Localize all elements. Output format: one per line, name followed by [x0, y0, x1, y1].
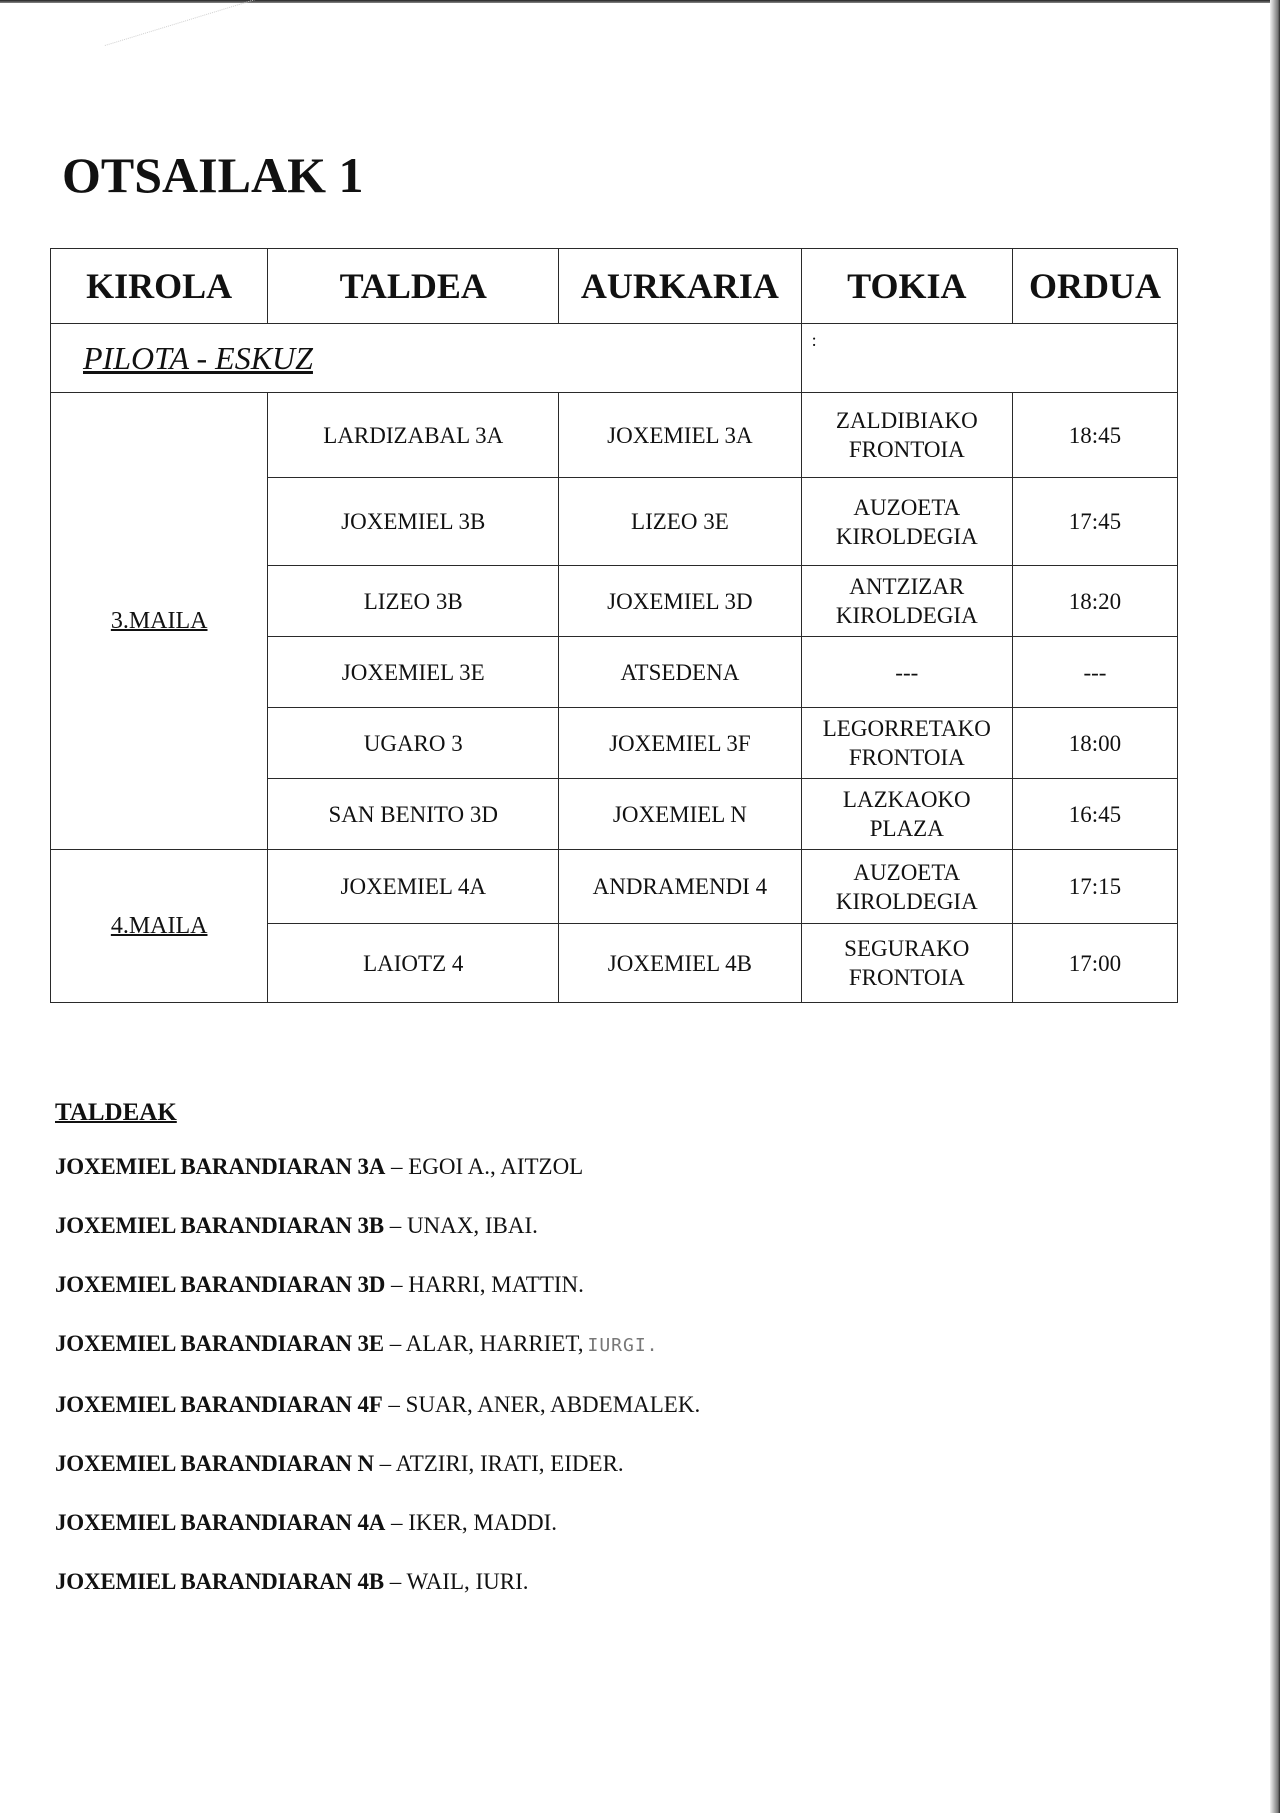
- teams-section: [55, 1097, 700, 1625]
- match-row: [51, 850, 1178, 924]
- location-line-2: KIROLDEGIA: [835, 603, 978, 628]
- location-line-2: FRONTOIA: [848, 437, 965, 462]
- header-taldea: TALDEA: [268, 249, 559, 324]
- team-name: JOXEMIEL BARANDIARAN 3D: [55, 1272, 386, 1297]
- team-cell: UGARO 3: [268, 708, 559, 779]
- location-cell: [801, 850, 1012, 924]
- sport-row: [51, 324, 1178, 393]
- team-name: JOXEMIEL BARANDIARAN 4B: [55, 1569, 384, 1594]
- team-separator: –: [385, 1272, 409, 1297]
- team-entry: [55, 1210, 700, 1242]
- team-entry: [55, 1389, 700, 1421]
- header-tokia: TOKIA: [801, 249, 1012, 324]
- team-cell: JOXEMIEL 3E: [268, 637, 559, 708]
- team-separator: –: [383, 1569, 407, 1594]
- table-header-row: [51, 249, 1178, 324]
- teams-list: [55, 1151, 700, 1598]
- team-members: ALAR, HARRIET,: [405, 1331, 584, 1356]
- team-separator: –: [385, 1154, 409, 1179]
- location-line-1: LAZKAOKO: [842, 787, 971, 812]
- location-cell: [801, 478, 1012, 566]
- handwritten-addition: IURGI.: [587, 1335, 659, 1356]
- level-label: 4.MAILA: [51, 850, 268, 1003]
- opponent-cell: JOXEMIEL 3D: [559, 566, 802, 637]
- header-kirola: KIROLA: [51, 249, 268, 324]
- team-members: IKER, MADDI.: [408, 1510, 558, 1535]
- location-cell: [801, 393, 1012, 478]
- team-entry: [55, 1566, 700, 1598]
- scan-right-edge: [1270, 0, 1280, 1813]
- team-entry: [55, 1448, 700, 1480]
- team-members: ATZIRI, IRATI, EIDER.: [395, 1451, 624, 1476]
- team-name: JOXEMIEL BARANDIARAN N: [55, 1451, 374, 1476]
- team-members: EGOI A., AITZOL: [408, 1154, 584, 1179]
- location-cell: [801, 566, 1012, 637]
- team-entry: [55, 1328, 700, 1362]
- team-name: JOXEMIEL BARANDIARAN 4A: [55, 1510, 386, 1535]
- team-cell: LAIOTZ 4: [268, 924, 559, 1003]
- teams-heading: TALDEAK: [55, 1099, 177, 1126]
- header-ordua: ORDUA: [1012, 249, 1177, 324]
- location-line-1: AUZOETA: [853, 494, 961, 520]
- location-line-2: FRONTOIA: [848, 745, 965, 770]
- team-name: JOXEMIEL BARANDIARAN 3B: [55, 1213, 384, 1238]
- time-cell: 17:00: [1012, 924, 1177, 1003]
- location-cell: [801, 924, 1012, 1003]
- location-cell: [801, 779, 1012, 850]
- team-members: WAIL, IURI.: [406, 1569, 529, 1594]
- header-aurkaria: AURKARIA: [559, 249, 802, 324]
- team-separator: –: [382, 1392, 406, 1417]
- location-line-2: KIROLDEGIA: [835, 523, 978, 549]
- level-label: 3.MAILA: [51, 393, 268, 850]
- opponent-cell: ANDRAMENDI 4: [559, 850, 802, 924]
- location-line-2: KIROLDEGIA: [835, 888, 978, 914]
- time-cell: ---: [1012, 637, 1177, 708]
- location-line-1: ZALDIBIAKO: [835, 408, 978, 433]
- team-name: JOXEMIEL BARANDIARAN 3E: [55, 1331, 384, 1356]
- team-cell: JOXEMIEL 3B: [268, 478, 559, 566]
- team-members: HARRI, MATTIN.: [408, 1272, 584, 1297]
- opponent-cell: JOXEMIEL 3F: [559, 708, 802, 779]
- location-line-1: AUZOETA: [853, 859, 961, 885]
- match-schedule-table: [50, 248, 1178, 1003]
- time-cell: 17:45: [1012, 478, 1177, 566]
- opponent-cell: JOXEMIEL N: [559, 779, 802, 850]
- team-separator: –: [383, 1331, 406, 1356]
- time-cell: 18:00: [1012, 708, 1177, 779]
- team-name: JOXEMIEL BARANDIARAN 4F: [55, 1392, 383, 1417]
- location-line-2: FRONTOIA: [848, 965, 965, 990]
- scan-artifact-mark: [105, 0, 263, 47]
- sport-name: PILOTA - ESKUZ: [51, 324, 802, 393]
- team-cell: LIZEO 3B: [268, 566, 559, 637]
- location-cell: [801, 708, 1012, 779]
- location-cell: [801, 637, 1012, 708]
- team-separator: –: [373, 1451, 396, 1476]
- team-name: JOXEMIEL BARANDIARAN 3A: [55, 1154, 386, 1179]
- opponent-cell: JOXEMIEL 4B: [559, 924, 802, 1003]
- location-line-1: SEGURAKO: [844, 936, 970, 961]
- opponent-cell: LIZEO 3E: [559, 478, 802, 566]
- team-members: SUAR, ANER, ABDEMALEK.: [405, 1392, 701, 1417]
- sport-note: :: [801, 324, 1177, 393]
- time-cell: 17:15: [1012, 850, 1177, 924]
- team-entry: [55, 1151, 700, 1183]
- time-cell: 18:45: [1012, 393, 1177, 478]
- team-cell: SAN BENITO 3D: [268, 779, 559, 850]
- location-line-2: PLAZA: [869, 816, 944, 841]
- team-cell: LARDIZABAL 3A: [268, 393, 559, 478]
- team-entry: [55, 1507, 700, 1539]
- scan-top-edge: [0, 0, 1280, 3]
- team-members: UNAX, IBAI.: [406, 1213, 538, 1238]
- page-title: OTSAILAK 1: [62, 147, 364, 203]
- match-row: [51, 393, 1178, 478]
- time-cell: 16:45: [1012, 779, 1177, 850]
- team-separator: –: [383, 1213, 407, 1238]
- opponent-cell: JOXEMIEL 3A: [559, 393, 802, 478]
- team-entry: [55, 1269, 700, 1301]
- location-line-1: ---: [895, 659, 919, 685]
- team-cell: JOXEMIEL 4A: [268, 850, 559, 924]
- opponent-cell: ATSEDENA: [559, 637, 802, 708]
- location-line-1: ANTZIZAR: [849, 574, 965, 599]
- location-line-1: LEGORRETAKO: [822, 716, 991, 741]
- team-separator: –: [385, 1510, 409, 1535]
- time-cell: 18:20: [1012, 566, 1177, 637]
